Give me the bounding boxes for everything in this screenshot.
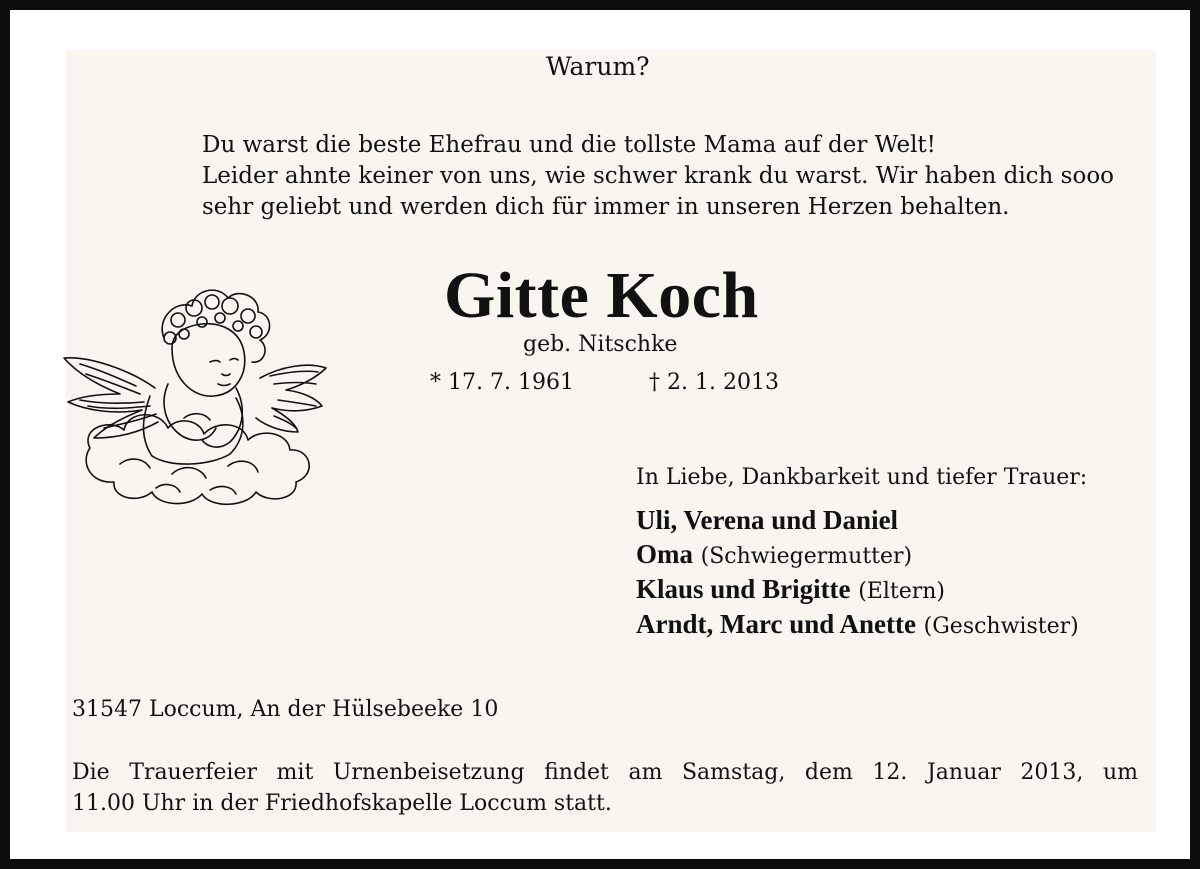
address: 31547 Loccum, An der Hülsebeeke 10 — [72, 697, 499, 722]
mourning-intro: In Liebe, Dankbarkeit und tiefer Trauer: — [636, 465, 1088, 490]
mourner-names: Oma — [636, 539, 693, 569]
intro-line: Leider ahnte keiner von uns, wie schwer krank du warst. Wir haben dich sooo — [202, 163, 1115, 189]
maiden-name: geb. Nitschke — [523, 332, 678, 357]
funeral-line: Die Trauerfeier mit Urnenbeisetzung findet am Samstag, dem 12. Januar 2013, um — [72, 760, 1138, 785]
mourner-line — [636, 538, 1079, 573]
funeral-notice — [72, 757, 1138, 819]
mourner-line — [636, 504, 1079, 538]
deceased-name: Gitte Koch — [444, 259, 759, 332]
intro-text — [202, 130, 1114, 223]
mourner-names: Uli, Verena und Daniel — [636, 505, 899, 535]
mourner-relation: (Schwiegermutter) — [700, 544, 913, 569]
heading: Warum? — [546, 52, 650, 81]
birth-date: * 17. 7. 1961 — [430, 370, 574, 395]
mourner-line — [636, 573, 1079, 608]
mourner-relation: (Eltern) — [858, 579, 945, 604]
cherub-hair — [162, 290, 269, 362]
funeral-line: 11.00 Uhr in der Friedhofskapelle Loccum statt. — [72, 791, 612, 816]
cherub-body — [144, 384, 243, 464]
mourner-relation: (Geschwister) — [923, 614, 1079, 639]
mourner-line — [636, 608, 1079, 643]
right-wing — [256, 365, 326, 432]
death-date: † 2. 1. 2013 — [649, 370, 779, 395]
mourner-names: Arndt, Marc und Anette — [636, 609, 916, 639]
mourners-list — [636, 504, 1079, 643]
cherub-illustration — [60, 278, 330, 508]
intro-line: Du warst die beste Ehefrau und die tollste Mama auf der Welt! — [202, 132, 936, 158]
cherub-head — [172, 324, 245, 396]
intro-line: sehr geliebt und werden dich für immer in unseren Herzen behalten. — [202, 194, 1010, 220]
mourner-names: Klaus und Brigitte — [636, 574, 851, 604]
